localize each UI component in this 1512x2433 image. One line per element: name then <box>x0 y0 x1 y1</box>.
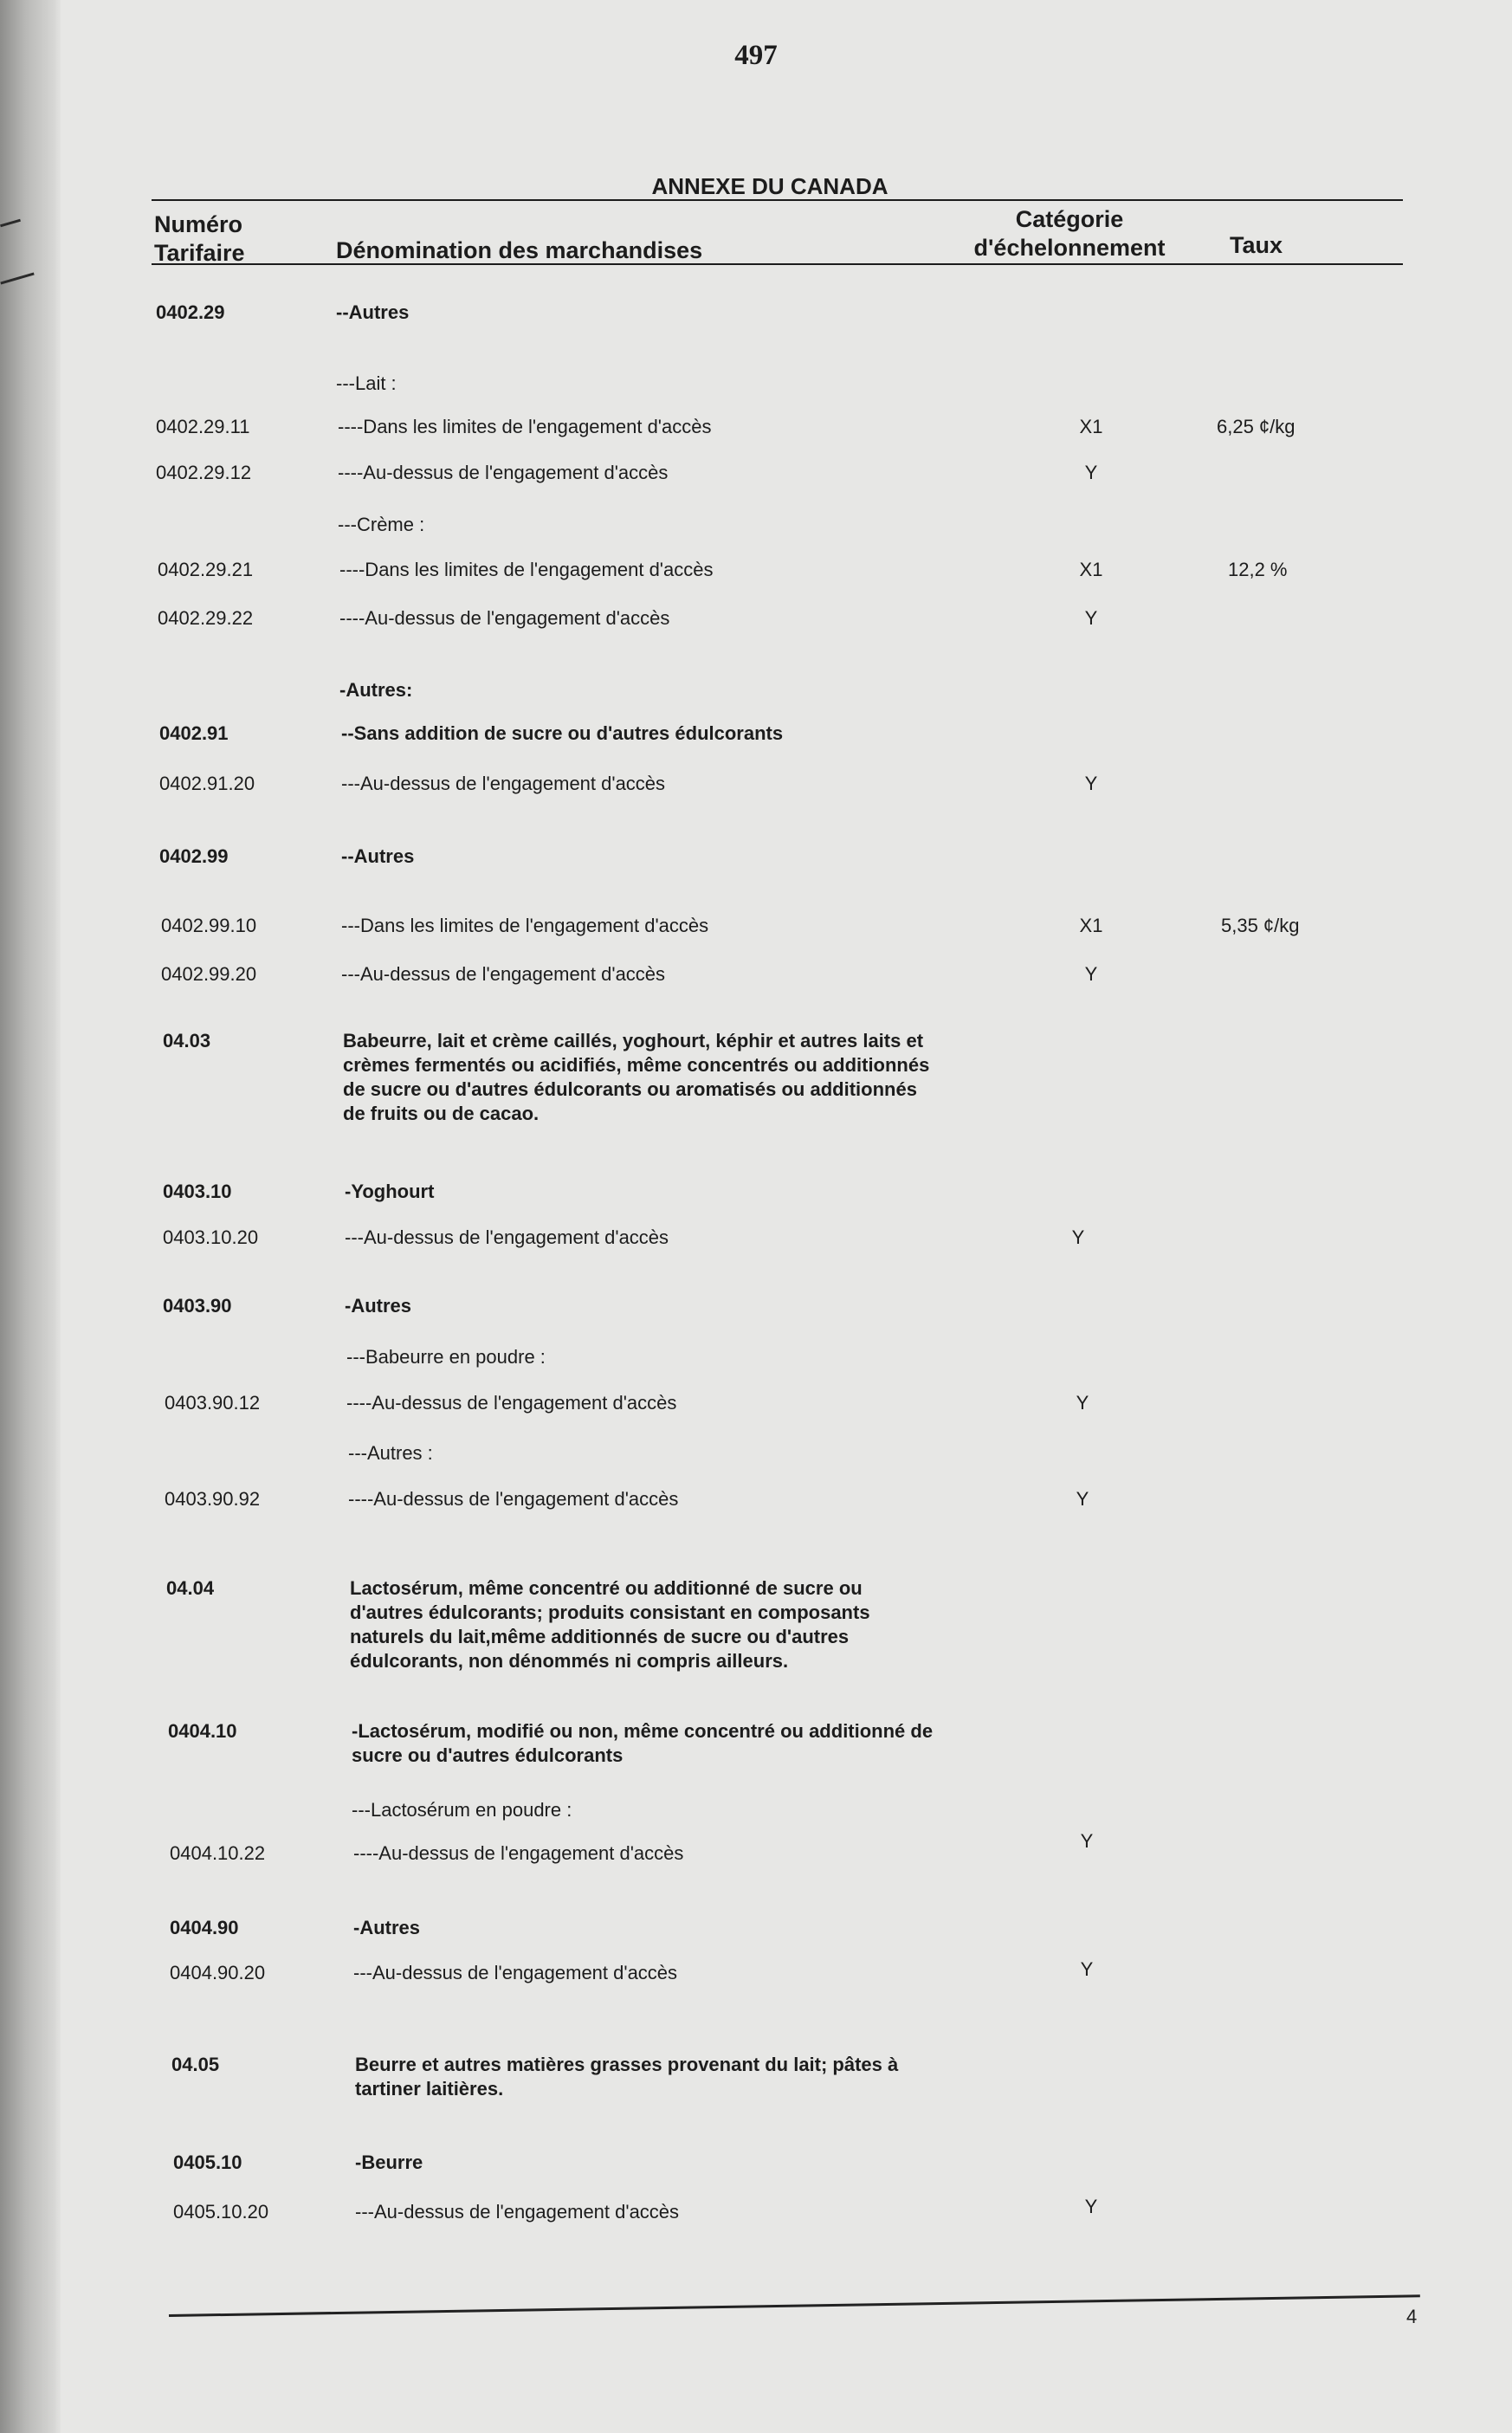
staging-category: Y <box>1084 773 1098 794</box>
column-header-rate: Taux <box>1230 232 1283 258</box>
tariff-code: 0402.29 <box>156 301 225 323</box>
goods-description: Babeurre, lait et crème caillés, yoghourt, képhir et autres laits et crèmes fermentés ou acidifiés, même concentrés ou additionnés de sucre ou d'autres édulcorants ou aromatisés ou additionnés de fruits ou de cacao. <box>343 1030 930 1124</box>
goods-description: -Autres: <box>339 679 413 701</box>
tariff-code: 0404.90.20 <box>170 1962 266 1983</box>
staging-category: Y <box>1071 1226 1085 1248</box>
goods-description: ----Au-dessus de l'engagement d'accès <box>353 1842 684 1864</box>
goods-description: --Autres <box>336 301 410 323</box>
staging-category: Y <box>1076 1488 1089 1510</box>
footer-rule <box>169 2294 1420 2317</box>
goods-description: ---Babeurre en poudre : <box>346 1346 546 1368</box>
staging-category: Y <box>1076 1392 1089 1414</box>
goods-description: -Yoghourt <box>345 1181 435 1202</box>
tariff-code: 0402.99.10 <box>161 915 257 936</box>
goods-description: ---Au-dessus de l'engagement d'accès <box>353 1962 678 1983</box>
goods-description: Lactosérum, même concentré ou additionné de sucre ou d'autres édulcorants; produits consistant en composants naturels du lait,même additionnés de sucre ou d'autres édulcorants, non dénommés ni compris ailleurs. <box>350 1577 870 1672</box>
goods-description: ---Au-dessus de l'engagement d'accès <box>345 1226 669 1248</box>
goods-description: ----Dans les limites de l'engagement d'accès <box>339 559 714 580</box>
staging-category: X1 <box>1079 915 1103 936</box>
page-number: 497 <box>734 40 778 71</box>
column-header-description: Dénomination des marchandises <box>336 237 703 263</box>
annex-title: ANNEXE DU CANADA <box>651 173 888 199</box>
goods-description: ----Au-dessus de l'engagement d'accès <box>339 607 670 629</box>
tariff-code: 0402.29.22 <box>158 607 254 629</box>
goods-description: ---Au-dessus de l'engagement d'accès <box>341 773 666 794</box>
tariff-code: 0403.10 <box>163 1181 232 1202</box>
goods-description: ---Dans les limites de l'engagement d'accès <box>341 915 709 936</box>
tariff-code: 0403.10.20 <box>163 1226 259 1248</box>
staging-category: Y <box>1080 1830 1094 1852</box>
goods-description: ----Au-dessus de l'engagement d'accès <box>338 462 669 483</box>
column-header-tariff-number: Numéro Tarifaire <box>154 211 245 266</box>
tariff-code: 0402.91.20 <box>159 773 255 794</box>
staging-category: Y <box>1084 2196 1098 2217</box>
goods-description: ---Lait : <box>336 372 397 394</box>
staging-category: Y <box>1084 963 1098 985</box>
rate-value: 6,25 ¢/kg <box>1217 416 1296 437</box>
goods-description: ---Crème : <box>338 514 425 535</box>
staging-category: Y <box>1080 1958 1094 1980</box>
staging-category: X1 <box>1079 559 1103 580</box>
goods-description: ----Au-dessus de l'engagement d'accès <box>348 1488 679 1510</box>
tariff-code: 0403.90.92 <box>165 1488 261 1510</box>
tariff-code: 0402.99.20 <box>161 963 257 985</box>
goods-description: -Autres <box>353 1917 421 1938</box>
goods-description: ---Autres : <box>348 1442 433 1464</box>
goods-description: ----Dans les limites de l'engagement d'accès <box>338 416 712 437</box>
tariff-code: 0402.99 <box>159 845 229 867</box>
rate-value: 12,2 % <box>1228 559 1288 580</box>
footer-page-number: 4 <box>1406 2306 1418 2327</box>
staging-category: Y <box>1084 607 1098 629</box>
goods-description: Beurre et autres matières grasses provenant du lait; pâtes à tartiner laitières. <box>355 2054 899 2100</box>
staging-category: Y <box>1084 462 1098 483</box>
goods-description: ---Lactosérum en poudre : <box>352 1799 572 1821</box>
staging-category: X1 <box>1079 416 1103 437</box>
goods-description: --Autres <box>341 845 415 867</box>
tariff-code: 0405.10.20 <box>173 2201 269 2223</box>
goods-description: --Sans addition de sucre ou d'autres édulcorants <box>341 722 784 744</box>
goods-description: ---Au-dessus de l'engagement d'accès <box>341 963 666 985</box>
header-top-rule <box>152 199 1403 201</box>
column-header-staging-category: Catégorie d'échelonnement <box>973 206 1166 261</box>
book-binding-shadow <box>0 0 61 2433</box>
goods-description: ----Au-dessus de l'engagement d'accès <box>346 1392 677 1414</box>
rate-value: 5,35 ¢/kg <box>1221 915 1300 936</box>
goods-description: -Beurre <box>355 2152 423 2173</box>
tariff-code: 0404.10.22 <box>170 1842 266 1864</box>
tariff-code: 0402.29.11 <box>156 416 250 437</box>
goods-description: -Lactosérum, modifié ou non, même concentré ou additionné de sucre ou d'autres édulcorants <box>352 1720 934 1766</box>
tariff-code: 04.04 <box>166 1577 215 1599</box>
tariff-code: 0405.10 <box>173 2152 242 2173</box>
tariff-code: 0403.90.12 <box>165 1392 261 1414</box>
tariff-code: 0403.90 <box>163 1295 232 1317</box>
tariff-code: 04.03 <box>163 1030 211 1051</box>
tariff-code: 0402.29.21 <box>158 559 254 580</box>
tariff-code: 0404.90 <box>170 1917 239 1938</box>
tariff-code: 0404.10 <box>168 1720 237 1742</box>
tariff-code: 0402.29.12 <box>156 462 252 483</box>
goods-description: -Autres <box>345 1295 412 1317</box>
tariff-code: 04.05 <box>171 2054 220 2075</box>
goods-description: ---Au-dessus de l'engagement d'accès <box>355 2201 680 2223</box>
tariff-code: 0402.91 <box>159 722 229 744</box>
